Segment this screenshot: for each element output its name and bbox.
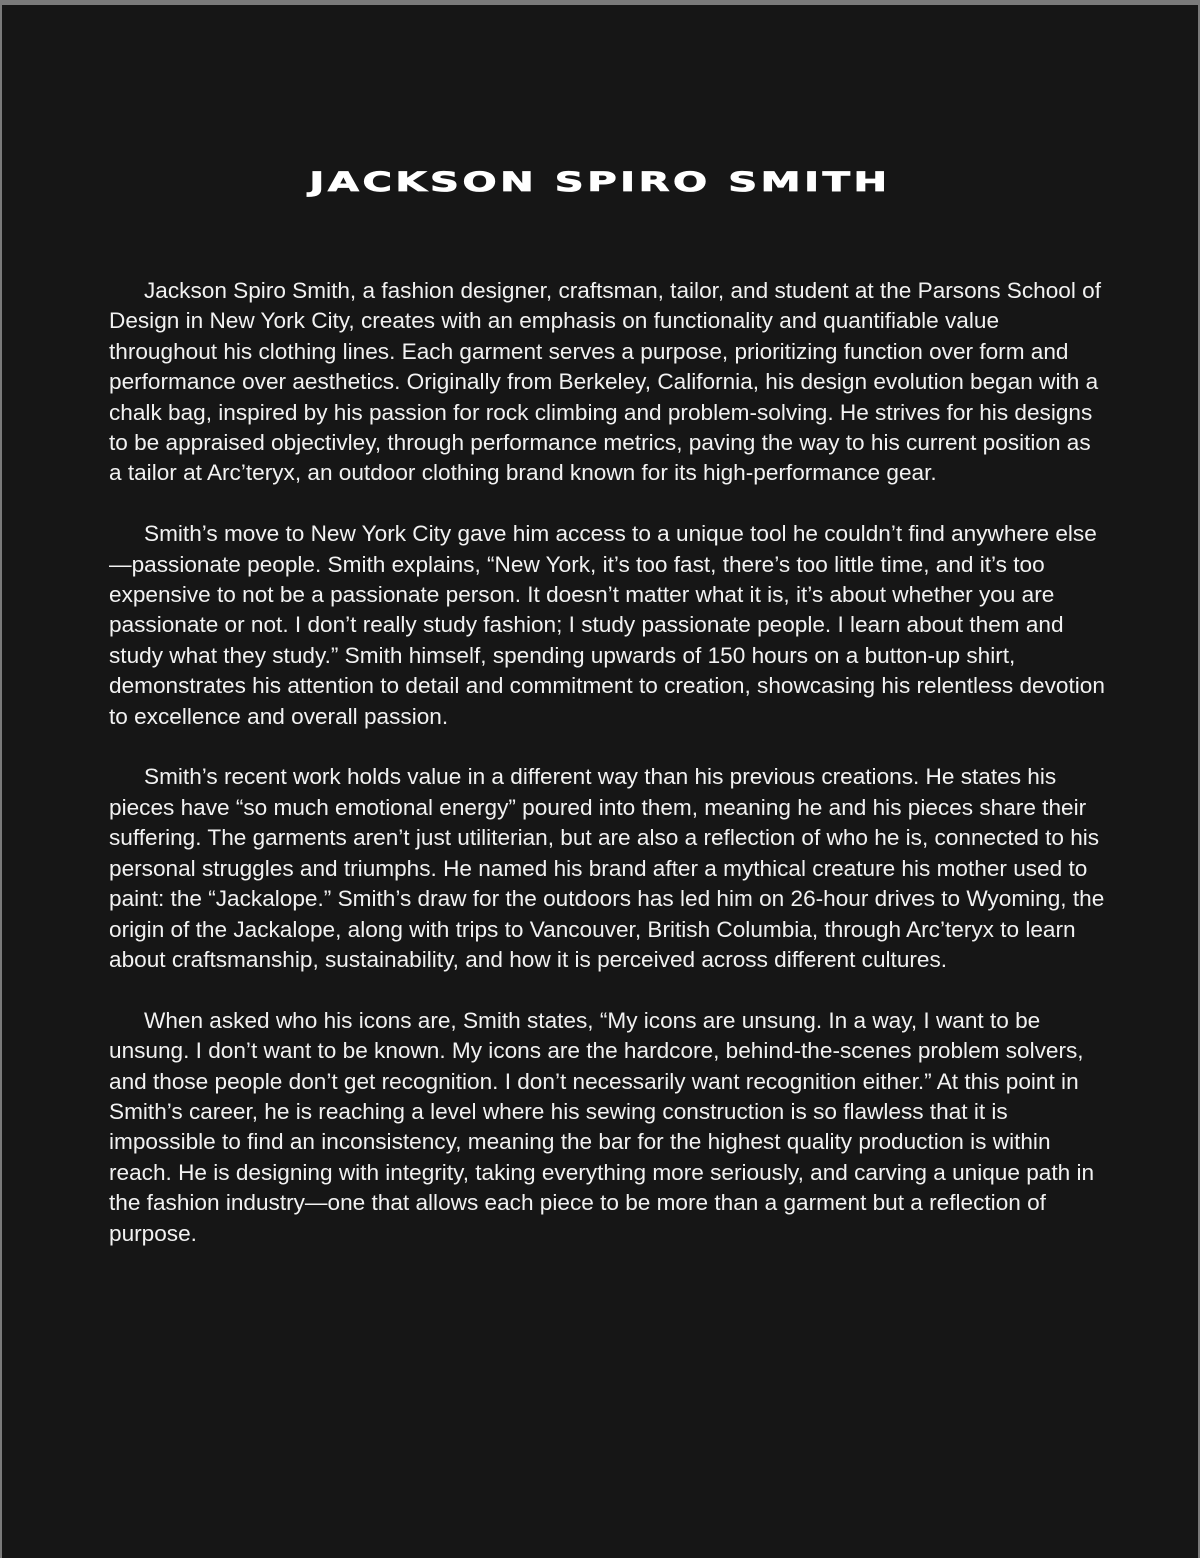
paragraph-2: Smith’s move to New York City gave him access to a unique tool he couldn’t find anywhere else—passionate people. Smith explains, “New York, it’s too fast, there’s too little time, and it’s too expensive to not be a passionate person. It doesn’t matter what it is, it’s about whether you are passionate or not. I don’t really study fashion; I study passionate people. I learn about them and study what they study.” Smith himself, spending upwards of 150 hours on a button-up shirt, demonstrates his attention to detail and commitment to creation, showcasing his relentless devotion to excellence and overall passion. xyxy=(109,521,1105,729)
article-body xyxy=(109,276,1107,1279)
paragraph-3: Smith’s recent work holds value in a different way than his previous creations. He states his pieces have “so much emotional energy” poured into them, meaning he and his pieces share their suffering. The garments aren’t just utiliterian, but are also a reflection of who he is, connected to his personal struggles and triumphs. He named his brand after a mythical creature his mother used to paint: the “Jackalope.” Smith’s draw for the outdoors has led him on 26-hour drives to Wyoming, the origin of the Jackalope, along with trips to Vancouver, British Columbia, through Arc’teryx to learn about craftsmanship, sustainability, and how it is perceived across different cultures. xyxy=(109,764,1105,972)
paragraph-1: Jackson Spiro Smith, a fashion designer, craftsman, tailor, and student at the Parsons School of Design in New York City, creates with an emphasis on functionality and quantifiable value throughout his clothing lines. Each garment serves a purpose, prioritizing function over form and performance over aesthetics. Originally from Berkeley, California, his design evolution began with a chalk bag, inspired by his passion for rock climbing and problem-solving. He strives for his designs to be appraised objectivley, through performance metrics, paving the way to his current position as a tailor at Arc’teryx, an outdoor clothing brand known for its high-performance gear. xyxy=(109,278,1102,486)
document-page xyxy=(2,5,1198,1558)
page-title: JACKSON SPIRO SMITH xyxy=(309,166,891,198)
paragraph-4: When asked who his icons are, Smith states, “My icons are unsung. In a way, I want to be unsung. I don’t want to be known. My icons are the hardcore, behind-the-scenes problem solvers, and those people don’t get recognition. I don’t necessarily want recognition either.” At this point in Smith’s career, he is reaching a level where his sewing construction is so flawless that it is impossible to find an inconsistency, meaning the bar for the highest quality production is within reach. He is designing with integrity, taking everything more seriously, and carving a unique path in the fashion industry—one that allows each piece to be more than a garment but a reflection of purpose. xyxy=(109,1007,1095,1246)
